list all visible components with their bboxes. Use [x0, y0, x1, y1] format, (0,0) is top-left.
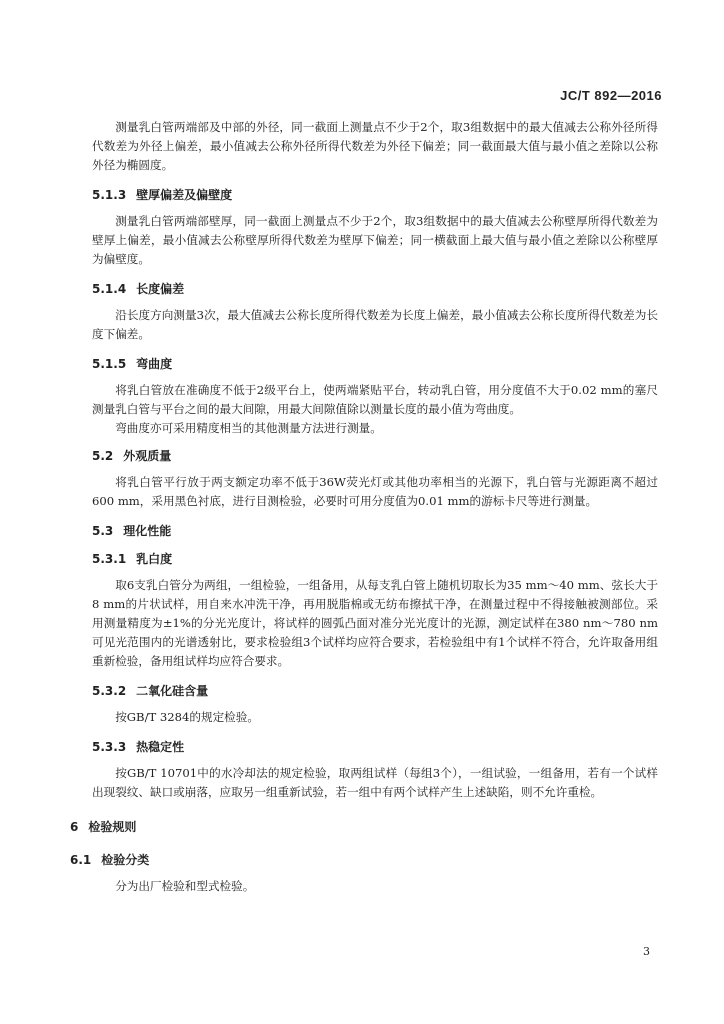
section-number: 5.3.1	[92, 552, 127, 566]
section-number: 5.1.3	[92, 188, 127, 202]
section-number: 5.3.3	[92, 740, 127, 754]
section-title: 二氧化硅含量	[136, 684, 209, 698]
section-number: 5.3	[92, 524, 114, 538]
document-body	[70, 118, 658, 896]
section-heading-6-1	[70, 851, 658, 868]
section-heading-5-1-4	[92, 280, 658, 297]
section-title: 弯曲度	[136, 357, 173, 371]
paragraph-silica-content: 按GB/T 3284的规定检验。	[115, 710, 259, 724]
paragraph-length-deviation: 沿长度方向测量3次，最大值减去公称长度所得代数差为长度上偏差，最小值减去公称长度所得代数差为长度下偏差。	[92, 308, 658, 341]
section-number: 6.1	[70, 853, 92, 867]
section-heading-5-3-2	[92, 682, 658, 699]
section-heading-5-2	[92, 447, 658, 464]
paragraph-bending-alternative: 弯曲度亦可采用精度相当的其他测量方法进行测量。	[115, 421, 382, 435]
section-heading-5-3-3	[92, 738, 658, 755]
paragraph-appearance: 将乳白管平行放于两支额定功率不低于36W荧光灯或其他功率相当的光源下，乳白管与光源距离不超过600 mm，采用黑色衬底，进行目测检验，必要时可用分度值为0.01 mm的游标卡尺等进行测量。	[92, 475, 658, 508]
standard-code: JC/T 892—2016	[560, 88, 662, 103]
section-heading-5-3	[92, 522, 658, 539]
paragraph-bending-method: 将乳白管放在准确度不低于2级平台上，使两端紧贴平台，转动乳白管，用分度值不大于0.02 mm的塞尺测量乳白管与平台之间的最大间隙，用最大间隙值除以测量长度的最小值为弯曲度。	[92, 383, 658, 416]
section-number: 5.1.5	[92, 357, 127, 371]
chapter-number: 6	[70, 820, 79, 834]
page-number: 3	[643, 945, 650, 958]
section-title: 长度偏差	[136, 282, 185, 296]
section-number: 5.1.4	[92, 282, 127, 296]
section-title: 乳白度	[136, 552, 173, 566]
section-number: 5.2	[92, 449, 114, 463]
section-number: 5.3.2	[92, 684, 127, 698]
paragraph-wall-thickness: 测量乳白管两端部壁厚，同一截面上测量点不少于2个，取3组数据中的最大值减去公称壁厚所得代数差为壁厚上偏差，最小值减去公称壁厚所得代数差为壁厚下偏差；同一横截面上最大值与最小值之差除以公称壁厚为偏壁度。	[92, 214, 658, 266]
paragraph-thermal-stability: 按GB/T 10701中的水冷却法的规定检验，取两组试样（每组3个），一组试验，一组备用，若有一个试样出现裂纹、缺口或崩落，应取另一组重新试验，若一组中有两个试样产生上述缺陷，则不允许重检。	[92, 766, 658, 799]
paragraph-5-1-2-outer-diameter: 测量乳白管两端部及中部的外径，同一截面上测量点不少于2个，取3组数据中的最大值减去公称外径所得代数差为外径上偏差，最小值减去公称外径所得代数差为外径下偏差；同一截面最大值与最小值之差除以公称外径为椭圆度。	[92, 120, 658, 172]
section-title: 热稳定性	[136, 740, 185, 754]
section-title: 外观质量	[123, 449, 172, 463]
section-heading-5-3-1	[92, 550, 658, 567]
chapter-heading-6	[70, 818, 658, 835]
section-title: 壁厚偏差及偏壁度	[136, 188, 233, 202]
section-title: 检验分类	[101, 853, 150, 867]
chapter-title: 检验规则	[88, 820, 137, 834]
paragraph-inspection-classification: 分为出厂检验和型式检验。	[115, 879, 255, 893]
section-title: 理化性能	[123, 524, 172, 538]
section-heading-5-1-5	[92, 355, 658, 372]
section-heading-5-1-3	[92, 186, 658, 203]
paragraph-whiteness: 取6支乳白管分为两组，一组检验，一组备用，从每支乳白管上随机切取长为35 mm～40 mm、弦长大于8 mm的片状试样，用自来水冲洗干净，再用脱脂棉或无纺布擦拭干净，在测量过程中不得接触被测部位。采用测量精度为±1%的分光光度计，将试样的圆弧凸面对准分光光度计的光源，测定试样在380 nm～780 nm可见光范围内的光谱透射比，要求检验组3个试样均应符合要求，若检验组中有1个试样不符合，允许取备用组重新检验，备用组试样均应符合要求。	[92, 578, 658, 668]
